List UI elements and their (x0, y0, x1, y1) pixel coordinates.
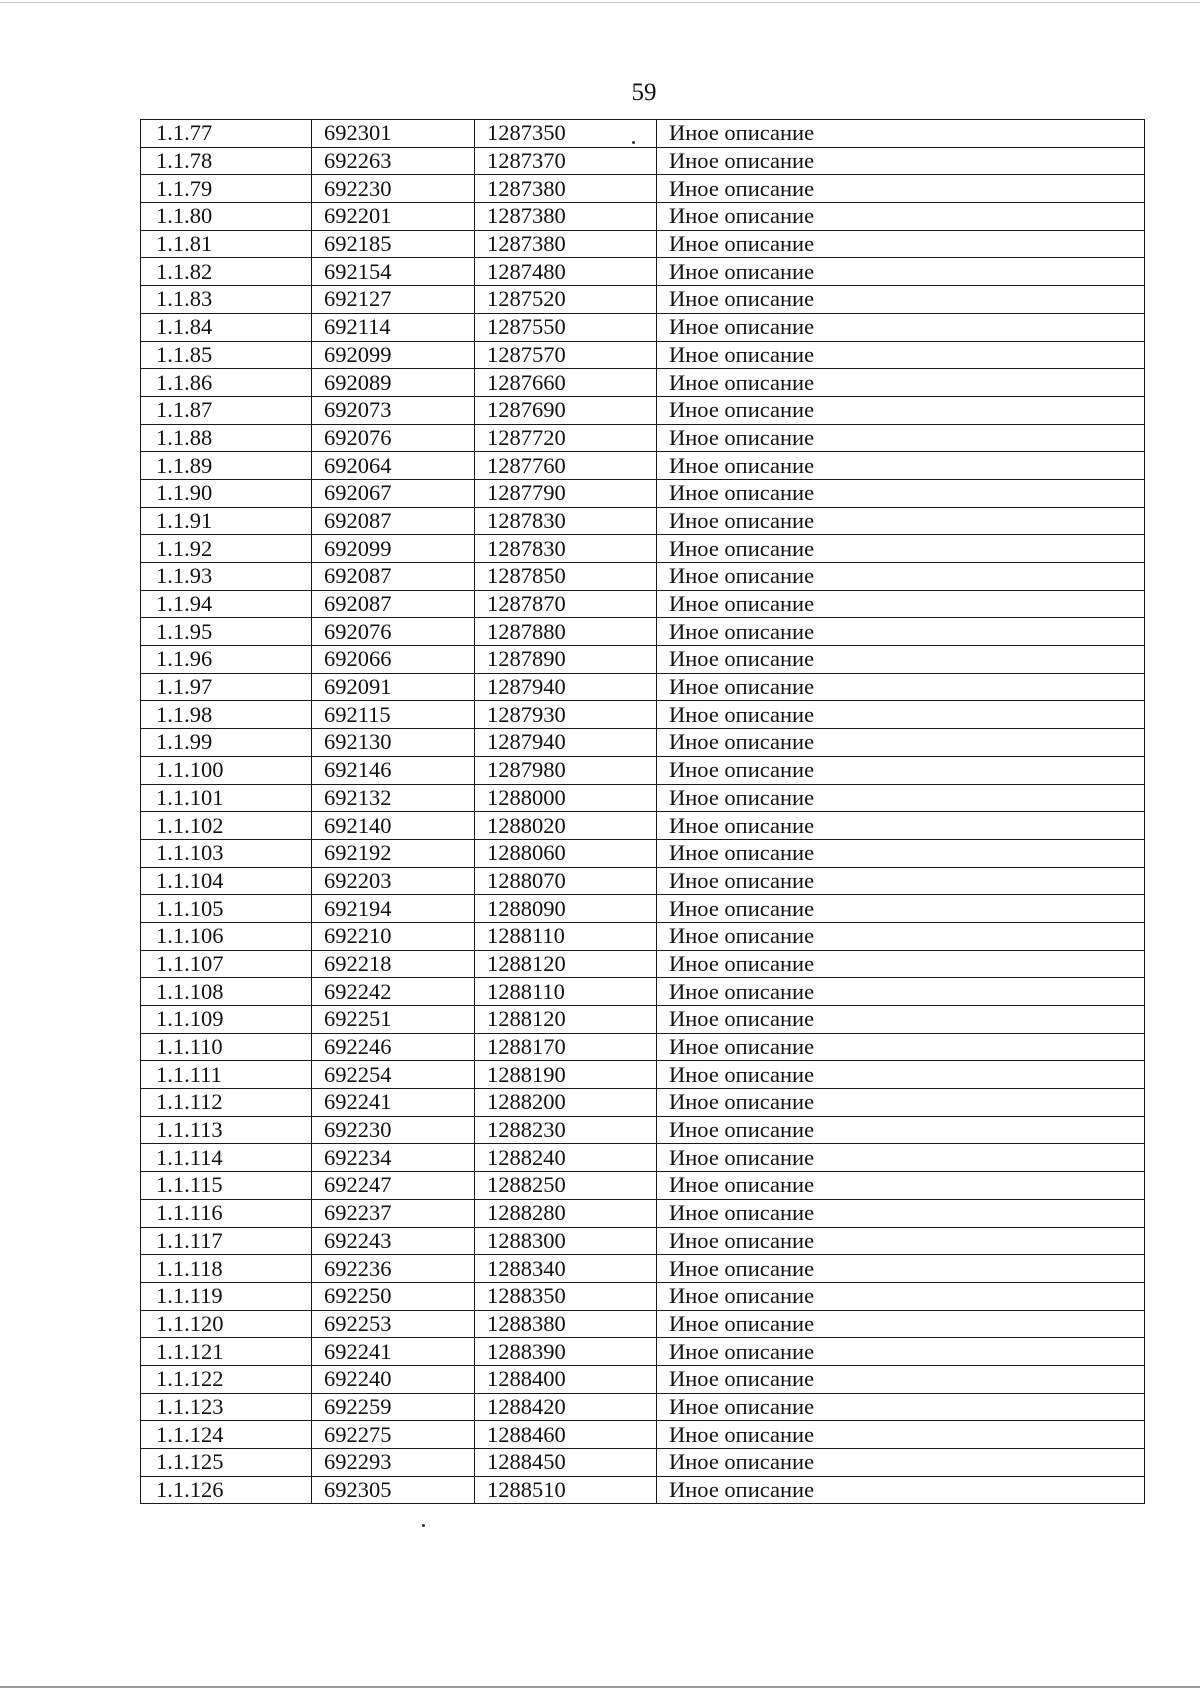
table-row (141, 396, 1145, 424)
x-coordinate-cell: 692194 (312, 895, 475, 923)
description-cell: Иное описание (657, 646, 1145, 674)
table-row (141, 618, 1145, 646)
description-cell: Иное описание (657, 590, 1145, 618)
description-cell: Иное описание (657, 479, 1145, 507)
description-cell: Иное описание (657, 230, 1145, 258)
description-cell: Иное описание (657, 867, 1145, 895)
y-coordinate-cell: 1287660 (475, 369, 657, 397)
description-cell: Иное описание (657, 1061, 1145, 1089)
y-coordinate-cell: 1288510 (475, 1476, 657, 1504)
x-coordinate-cell: 692132 (312, 784, 475, 812)
y-coordinate-cell: 1287830 (475, 507, 657, 535)
point-number-cell: 1.1.82 (141, 258, 312, 286)
x-coordinate-cell: 692066 (312, 646, 475, 674)
point-number-cell: 1.1.84 (141, 313, 312, 341)
x-coordinate-cell: 692210 (312, 922, 475, 950)
table-row (141, 535, 1145, 563)
table-row (141, 175, 1145, 203)
point-number-cell: 1.1.81 (141, 230, 312, 258)
y-coordinate-cell: 1288400 (475, 1365, 657, 1393)
point-number-cell: 1.1.102 (141, 812, 312, 840)
x-coordinate-cell: 692091 (312, 673, 475, 701)
x-coordinate-cell: 692251 (312, 1006, 475, 1034)
x-coordinate-cell: 692301 (312, 120, 475, 148)
description-cell: Иное описание (657, 978, 1145, 1006)
point-number-cell: 1.1.116 (141, 1199, 312, 1227)
description-cell: Иное описание (657, 1476, 1145, 1504)
table-row (141, 230, 1145, 258)
table-row (141, 895, 1145, 923)
y-coordinate-cell: 1288250 (475, 1172, 657, 1200)
y-coordinate-cell: 1287570 (475, 341, 657, 369)
point-number-cell: 1.1.86 (141, 369, 312, 397)
y-coordinate-cell: 1288340 (475, 1255, 657, 1283)
y-coordinate-cell: 1288390 (475, 1338, 657, 1366)
x-coordinate-cell: 692146 (312, 756, 475, 784)
y-coordinate-cell: 1287850 (475, 563, 657, 591)
table-row (141, 1338, 1145, 1366)
point-number-cell: 1.1.99 (141, 729, 312, 757)
x-coordinate-cell: 692246 (312, 1033, 475, 1061)
point-number-cell: 1.1.97 (141, 673, 312, 701)
y-coordinate-cell: 1288170 (475, 1033, 657, 1061)
x-coordinate-cell: 692247 (312, 1172, 475, 1200)
table-row (141, 784, 1145, 812)
x-coordinate-cell: 692140 (312, 812, 475, 840)
description-cell: Иное описание (657, 1421, 1145, 1449)
point-number-cell: 1.1.90 (141, 479, 312, 507)
point-number-cell: 1.1.100 (141, 756, 312, 784)
x-coordinate-cell: 692089 (312, 369, 475, 397)
table-row (141, 950, 1145, 978)
y-coordinate-cell: 1287380 (475, 230, 657, 258)
description-cell: Иное описание (657, 729, 1145, 757)
point-number-cell: 1.1.101 (141, 784, 312, 812)
description-cell: Иное описание (657, 341, 1145, 369)
description-cell: Иное описание (657, 1116, 1145, 1144)
table-row (141, 867, 1145, 895)
description-cell: Иное описание (657, 258, 1145, 286)
point-number-cell: 1.1.105 (141, 895, 312, 923)
y-coordinate-cell: 1287520 (475, 286, 657, 314)
x-coordinate-cell: 692192 (312, 839, 475, 867)
y-coordinate-cell: 1287760 (475, 452, 657, 480)
x-coordinate-cell: 692259 (312, 1393, 475, 1421)
point-number-cell: 1.1.103 (141, 839, 312, 867)
x-coordinate-cell: 692241 (312, 1338, 475, 1366)
y-coordinate-cell: 1287880 (475, 618, 657, 646)
x-coordinate-cell: 692305 (312, 1476, 475, 1504)
point-number-cell: 1.1.113 (141, 1116, 312, 1144)
table-row (141, 1089, 1145, 1117)
point-number-cell: 1.1.114 (141, 1144, 312, 1172)
table-row (141, 1393, 1145, 1421)
table-row (141, 1199, 1145, 1227)
description-cell: Иное описание (657, 424, 1145, 452)
table-row (141, 258, 1145, 286)
point-number-cell: 1.1.118 (141, 1255, 312, 1283)
y-coordinate-cell: 1288120 (475, 1006, 657, 1034)
y-coordinate-cell: 1287350 (475, 120, 657, 148)
table-row (141, 1172, 1145, 1200)
y-coordinate-cell: 1287790 (475, 479, 657, 507)
y-coordinate-cell: 1288110 (475, 978, 657, 1006)
description-cell: Иное описание (657, 1006, 1145, 1034)
point-number-cell: 1.1.94 (141, 590, 312, 618)
x-coordinate-cell: 692236 (312, 1255, 475, 1283)
x-coordinate-cell: 692064 (312, 452, 475, 480)
scan-edge-bottom (0, 1686, 1200, 1688)
description-cell: Иное описание (657, 175, 1145, 203)
y-coordinate-cell: 1288070 (475, 867, 657, 895)
table-row (141, 1310, 1145, 1338)
coordinates-table (140, 119, 1145, 1504)
y-coordinate-cell: 1288000 (475, 784, 657, 812)
y-coordinate-cell: 1287690 (475, 396, 657, 424)
description-cell: Иное описание (657, 1227, 1145, 1255)
description-cell: Иное описание (657, 147, 1145, 175)
x-coordinate-cell: 692099 (312, 341, 475, 369)
table-row (141, 452, 1145, 480)
x-coordinate-cell: 692243 (312, 1227, 475, 1255)
y-coordinate-cell: 1287380 (475, 175, 657, 203)
table-row (141, 839, 1145, 867)
table-row (141, 1255, 1145, 1283)
point-number-cell: 1.1.95 (141, 618, 312, 646)
point-number-cell: 1.1.109 (141, 1006, 312, 1034)
table-row (141, 1476, 1145, 1504)
point-number-cell: 1.1.107 (141, 950, 312, 978)
table-row (141, 1365, 1145, 1393)
table-row (141, 978, 1145, 1006)
x-coordinate-cell: 692230 (312, 1116, 475, 1144)
x-coordinate-cell: 692087 (312, 563, 475, 591)
description-cell: Иное описание (657, 950, 1145, 978)
description-cell: Иное описание (657, 701, 1145, 729)
point-number-cell: 1.1.121 (141, 1338, 312, 1366)
description-cell: Иное описание (657, 1365, 1145, 1393)
x-coordinate-cell: 692130 (312, 729, 475, 757)
table-row (141, 1449, 1145, 1477)
x-coordinate-cell: 692185 (312, 230, 475, 258)
y-coordinate-cell: 1287380 (475, 203, 657, 231)
table-row (141, 313, 1145, 341)
y-coordinate-cell: 1287370 (475, 147, 657, 175)
description-cell: Иное описание (657, 1199, 1145, 1227)
description-cell: Иное описание (657, 1144, 1145, 1172)
point-number-cell: 1.1.117 (141, 1227, 312, 1255)
y-coordinate-cell: 1287890 (475, 646, 657, 674)
table-row (141, 590, 1145, 618)
description-cell: Иное описание (657, 895, 1145, 923)
x-coordinate-cell: 692234 (312, 1144, 475, 1172)
x-coordinate-cell: 692067 (312, 479, 475, 507)
description-cell: Иное описание (657, 563, 1145, 591)
description-cell: Иное описание (657, 1282, 1145, 1310)
y-coordinate-cell: 1288450 (475, 1449, 657, 1477)
point-number-cell: 1.1.106 (141, 922, 312, 950)
point-number-cell: 1.1.122 (141, 1365, 312, 1393)
description-cell: Иное описание (657, 1393, 1145, 1421)
point-number-cell: 1.1.88 (141, 424, 312, 452)
x-coordinate-cell: 692241 (312, 1089, 475, 1117)
point-number-cell: 1.1.93 (141, 563, 312, 591)
description-cell: Иное описание (657, 1033, 1145, 1061)
point-number-cell: 1.1.124 (141, 1421, 312, 1449)
y-coordinate-cell: 1288460 (475, 1421, 657, 1449)
table-row (141, 812, 1145, 840)
point-number-cell: 1.1.115 (141, 1172, 312, 1200)
point-number-cell: 1.1.104 (141, 867, 312, 895)
y-coordinate-cell: 1287980 (475, 756, 657, 784)
y-coordinate-cell: 1288200 (475, 1089, 657, 1117)
description-cell: Иное описание (657, 618, 1145, 646)
y-coordinate-cell: 1288280 (475, 1199, 657, 1227)
y-coordinate-cell: 1288380 (475, 1310, 657, 1338)
point-number-cell: 1.1.108 (141, 978, 312, 1006)
point-number-cell: 1.1.96 (141, 646, 312, 674)
table-row (141, 673, 1145, 701)
description-cell: Иное описание (657, 452, 1145, 480)
table-row (141, 424, 1145, 452)
table-row (141, 120, 1145, 148)
x-coordinate-cell: 692127 (312, 286, 475, 314)
y-coordinate-cell: 1287940 (475, 673, 657, 701)
x-coordinate-cell: 692218 (312, 950, 475, 978)
y-coordinate-cell: 1288240 (475, 1144, 657, 1172)
y-coordinate-cell: 1288090 (475, 895, 657, 923)
description-cell: Иное описание (657, 369, 1145, 397)
table-row (141, 1227, 1145, 1255)
point-number-cell: 1.1.119 (141, 1282, 312, 1310)
y-coordinate-cell: 1287720 (475, 424, 657, 452)
description-cell: Иное описание (657, 673, 1145, 701)
table-row (141, 1033, 1145, 1061)
x-coordinate-cell: 692254 (312, 1061, 475, 1089)
y-coordinate-cell: 1287930 (475, 701, 657, 729)
description-cell: Иное описание (657, 203, 1145, 231)
x-coordinate-cell: 692201 (312, 203, 475, 231)
point-number-cell: 1.1.87 (141, 396, 312, 424)
point-number-cell: 1.1.125 (141, 1449, 312, 1477)
table-row (141, 286, 1145, 314)
point-number-cell: 1.1.110 (141, 1033, 312, 1061)
x-coordinate-cell: 692275 (312, 1421, 475, 1449)
y-coordinate-cell: 1288420 (475, 1393, 657, 1421)
x-coordinate-cell: 692203 (312, 867, 475, 895)
description-cell: Иное описание (657, 1310, 1145, 1338)
table-row (141, 507, 1145, 535)
x-coordinate-cell: 692240 (312, 1365, 475, 1393)
x-coordinate-cell: 692242 (312, 978, 475, 1006)
description-cell: Иное описание (657, 286, 1145, 314)
y-coordinate-cell: 1287550 (475, 313, 657, 341)
description-cell: Иное описание (657, 1255, 1145, 1283)
description-cell: Иное описание (657, 812, 1145, 840)
table-row (141, 1421, 1145, 1449)
description-cell: Иное описание (657, 1449, 1145, 1477)
description-cell: Иное описание (657, 313, 1145, 341)
description-cell: Иное описание (657, 839, 1145, 867)
y-coordinate-cell: 1288190 (475, 1061, 657, 1089)
point-number-cell: 1.1.79 (141, 175, 312, 203)
point-number-cell: 1.1.92 (141, 535, 312, 563)
table-row (141, 729, 1145, 757)
point-number-cell: 1.1.123 (141, 1393, 312, 1421)
table-row (141, 1061, 1145, 1089)
x-coordinate-cell: 692237 (312, 1199, 475, 1227)
x-coordinate-cell: 692293 (312, 1449, 475, 1477)
y-coordinate-cell: 1287830 (475, 535, 657, 563)
y-coordinate-cell: 1288120 (475, 950, 657, 978)
y-coordinate-cell: 1288350 (475, 1282, 657, 1310)
description-cell: Иное описание (657, 535, 1145, 563)
table-row (141, 147, 1145, 175)
point-number-cell: 1.1.126 (141, 1476, 312, 1504)
y-coordinate-cell: 1288020 (475, 812, 657, 840)
table-row (141, 1006, 1145, 1034)
description-cell: Иное описание (657, 396, 1145, 424)
table-row (141, 203, 1145, 231)
description-cell: Иное описание (657, 922, 1145, 950)
point-number-cell: 1.1.111 (141, 1061, 312, 1089)
table-row (141, 1282, 1145, 1310)
x-coordinate-cell: 692076 (312, 424, 475, 452)
description-cell: Иное описание (657, 1089, 1145, 1117)
y-coordinate-cell: 1287480 (475, 258, 657, 286)
table-row (141, 341, 1145, 369)
y-coordinate-cell: 1287870 (475, 590, 657, 618)
point-number-cell: 1.1.120 (141, 1310, 312, 1338)
table-row (141, 1116, 1145, 1144)
description-cell: Иное описание (657, 507, 1145, 535)
scan-edge-top (0, 2, 1200, 3)
x-coordinate-cell: 692154 (312, 258, 475, 286)
point-number-cell: 1.1.77 (141, 120, 312, 148)
point-number-cell: 1.1.91 (141, 507, 312, 535)
table-row (141, 1144, 1145, 1172)
y-coordinate-cell: 1287940 (475, 729, 657, 757)
point-number-cell: 1.1.85 (141, 341, 312, 369)
x-coordinate-cell: 692115 (312, 701, 475, 729)
y-coordinate-cell: 1288300 (475, 1227, 657, 1255)
table-row (141, 479, 1145, 507)
point-number-cell: 1.1.80 (141, 203, 312, 231)
page-number: 59 (631, 79, 657, 106)
point-number-cell: 1.1.89 (141, 452, 312, 480)
description-cell: Иное описание (657, 120, 1145, 148)
description-cell: Иное описание (657, 756, 1145, 784)
point-number-cell: 1.1.78 (141, 147, 312, 175)
point-number-cell: 1.1.112 (141, 1089, 312, 1117)
table-row (141, 646, 1145, 674)
scan-speck (632, 141, 635, 144)
x-coordinate-cell: 692250 (312, 1282, 475, 1310)
coordinates-table-body (141, 120, 1145, 1504)
table-row (141, 701, 1145, 729)
x-coordinate-cell: 692230 (312, 175, 475, 203)
point-number-cell: 1.1.98 (141, 701, 312, 729)
description-cell: Иное описание (657, 784, 1145, 812)
x-coordinate-cell: 692263 (312, 147, 475, 175)
table-row (141, 369, 1145, 397)
table-row (141, 922, 1145, 950)
point-number-cell: 1.1.83 (141, 286, 312, 314)
x-coordinate-cell: 692073 (312, 396, 475, 424)
y-coordinate-cell: 1288060 (475, 839, 657, 867)
table-row (141, 756, 1145, 784)
scan-speck (422, 1524, 425, 1527)
table-row (141, 563, 1145, 591)
x-coordinate-cell: 692087 (312, 507, 475, 535)
x-coordinate-cell: 692099 (312, 535, 475, 563)
x-coordinate-cell: 692087 (312, 590, 475, 618)
description-cell: Иное описание (657, 1172, 1145, 1200)
x-coordinate-cell: 692076 (312, 618, 475, 646)
y-coordinate-cell: 1288110 (475, 922, 657, 950)
x-coordinate-cell: 692253 (312, 1310, 475, 1338)
y-coordinate-cell: 1288230 (475, 1116, 657, 1144)
x-coordinate-cell: 692114 (312, 313, 475, 341)
description-cell: Иное описание (657, 1338, 1145, 1366)
